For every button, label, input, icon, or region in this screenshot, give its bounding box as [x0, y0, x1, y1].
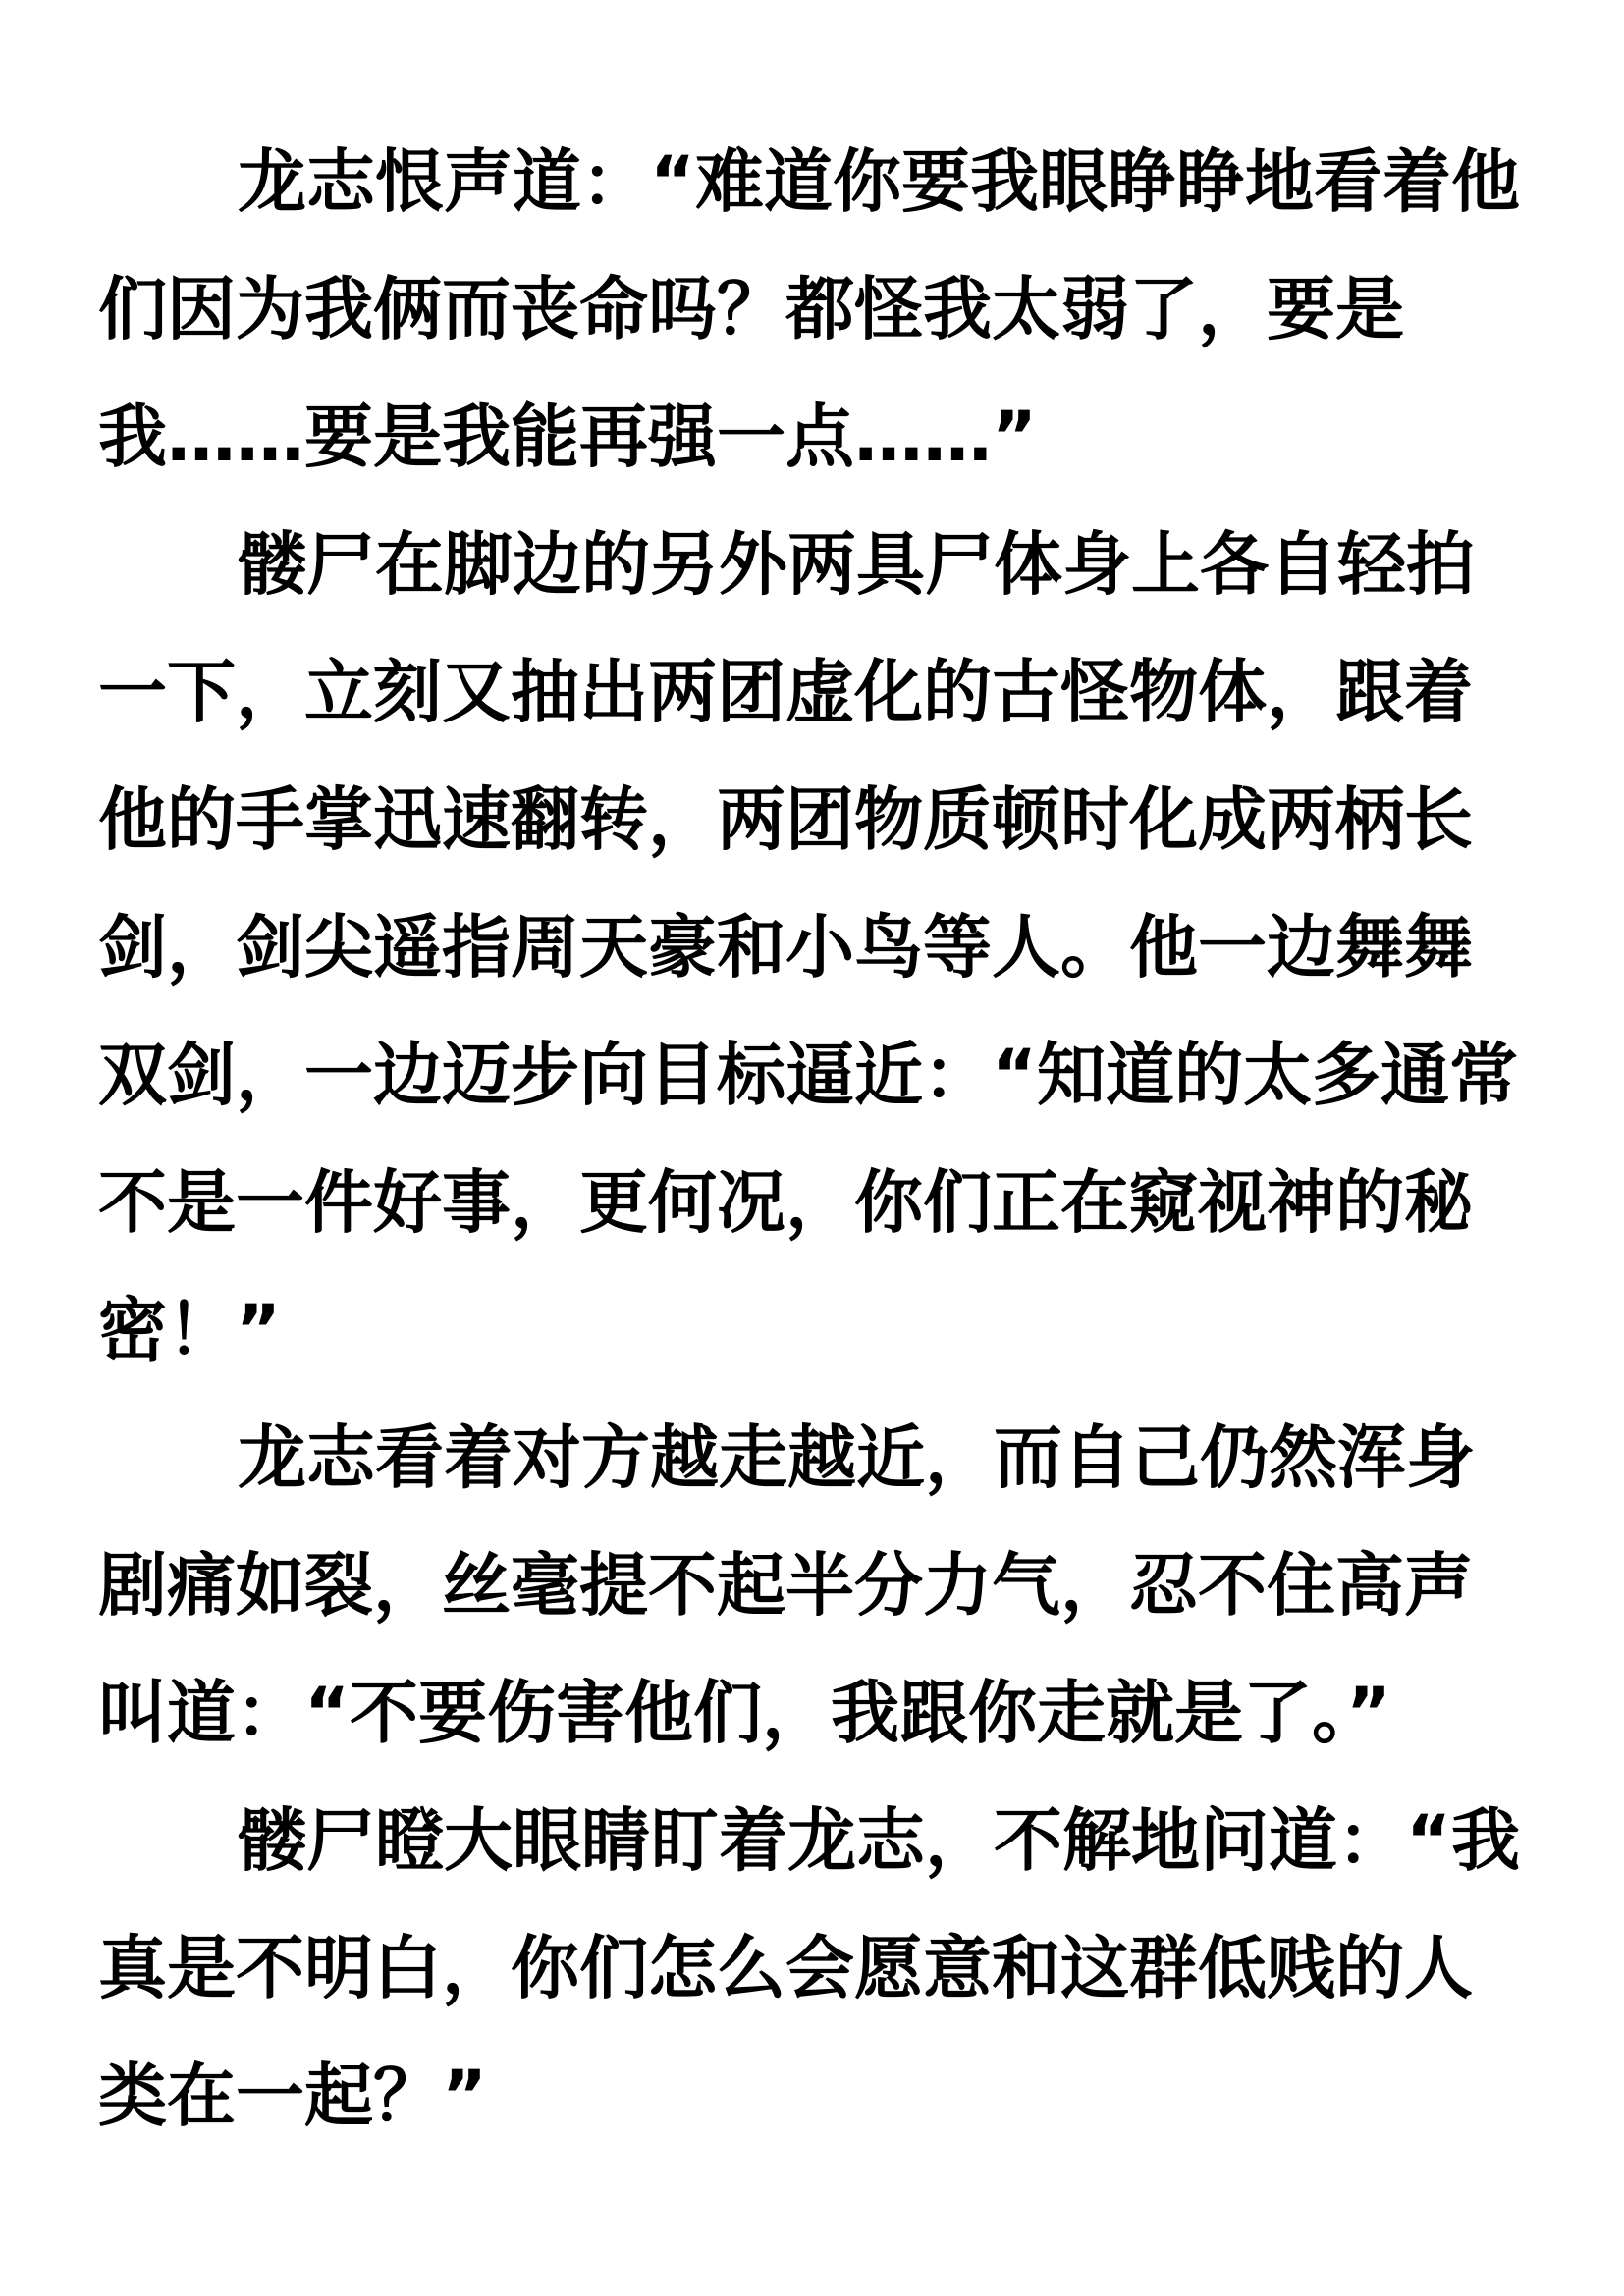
text-line: 一下，立刻又抽出两团虚化的古怪物体，跟着 — [98, 652, 1473, 732]
text-line: 髅尸在脚边的另外两具尸体身上各自轻拍 — [238, 524, 1475, 605]
text-line: 我……要是我能再强一点……” — [98, 397, 1038, 477]
paragraph — [98, 1394, 1532, 1777]
text-line: 双剑，一边迈步向目标逼近：“知道的太多通常 — [98, 1035, 1519, 1115]
text-line: 龙志看着对方越走越近，而自己仍然浑身 — [238, 1417, 1475, 1498]
text-line: 龙志恨声道：“难道你要我眼睁睁地看着他 — [238, 141, 1521, 222]
text-line: 剑，剑尖遥指周天豪和小鸟等人。他一边舞舞 — [98, 907, 1473, 988]
paragraph — [98, 501, 1532, 1394]
text-line: 髅尸瞪大眼睛盯着龙志，不解地问道：“我 — [238, 1800, 1521, 1881]
text-line: 不是一件好事，更何况，你们正在窥视神的秘 — [98, 1162, 1473, 1243]
text-line: 他的手掌迅速翻转，两团物质顿时化成两柄长 — [98, 779, 1473, 860]
text-line: 密！” — [98, 1290, 282, 1370]
text-line: 类在一起？” — [98, 2056, 488, 2136]
text-line: 真是不明白，你们怎么会愿意和这群低贱的人 — [98, 1928, 1473, 2008]
text-line: 叫道：“不要伤害他们，我跟你走就是了。” — [98, 1673, 1392, 1753]
paragraph — [98, 118, 1532, 501]
paragraph — [98, 1777, 1532, 2160]
body-text — [98, 118, 1532, 2160]
text-line: 们因为我俩而丧命吗？都怪我太弱了，要是 — [98, 269, 1404, 349]
text-line: 剧痛如裂，丝毫提不起半分力气，忍不住高声 — [98, 1545, 1473, 1626]
